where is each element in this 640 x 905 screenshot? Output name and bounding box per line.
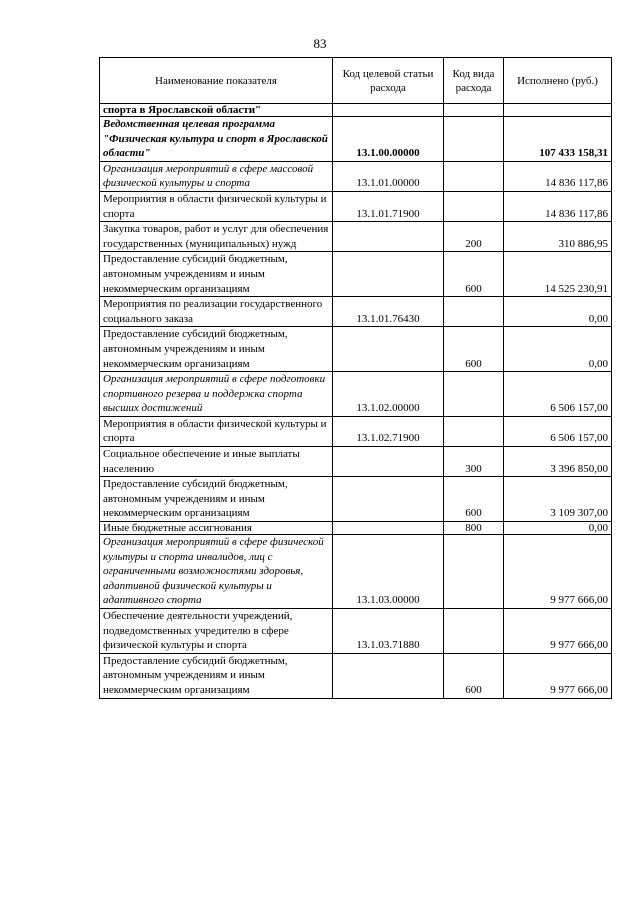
row-type	[444, 297, 504, 327]
table-row	[100, 653, 612, 698]
row-sum	[504, 104, 612, 117]
row-code: 13.1.03.00000	[333, 535, 444, 609]
header-sum: Исполнено (руб.)	[504, 58, 612, 104]
expenditure-table	[99, 57, 612, 699]
row-name: Закупка товаров, работ и услуг для обеспечения государственных (муниципальных) нужд	[100, 222, 333, 252]
row-sum: 3 109 307,00	[504, 477, 612, 522]
row-sum: 6 506 157,00	[504, 416, 612, 446]
header-code: Код целевой статьи расхода	[333, 58, 444, 104]
row-name: Предоставление субсидий бюджетным, автономным учреждениям и иным некоммерческим организациям	[100, 252, 333, 297]
row-type: 300	[444, 447, 504, 477]
header-name: Наименование показателя	[100, 58, 333, 104]
row-sum: 310 886,95	[504, 222, 612, 252]
row-name: Иные бюджетные ассигнования	[100, 522, 333, 535]
table-row	[100, 191, 612, 221]
table-row	[100, 161, 612, 191]
row-type	[444, 161, 504, 191]
table-row	[100, 327, 612, 372]
row-sum: 9 977 666,00	[504, 535, 612, 609]
row-name: Ведомственная целевая программа "Физическая культура и спорт в Ярославской области"	[100, 117, 333, 162]
row-type: 600	[444, 477, 504, 522]
row-sum: 14 525 230,91	[504, 252, 612, 297]
row-code: 13.1.01.00000	[333, 161, 444, 191]
row-sum: 0,00	[504, 297, 612, 327]
row-type: 200	[444, 222, 504, 252]
row-code	[333, 104, 444, 117]
row-code	[333, 447, 444, 477]
row-name: Обеспечение деятельности учреждений, подведомственных учредителю в сфере физической культуры и спорта	[100, 609, 333, 654]
row-name: спорта в Ярославской области"	[100, 104, 333, 117]
row-code: 13.1.02.71900	[333, 416, 444, 446]
table-row	[100, 447, 612, 477]
row-name: Мероприятия в области физической культуры и спорта	[100, 416, 333, 446]
row-code: 13.1.02.00000	[333, 372, 444, 417]
row-type	[444, 416, 504, 446]
row-type: 600	[444, 327, 504, 372]
row-type	[444, 609, 504, 654]
row-name: Мероприятия в области физической культуры и спорта	[100, 191, 333, 221]
row-code	[333, 653, 444, 698]
row-code: 13.1.00.00000	[333, 117, 444, 162]
row-code: 13.1.01.71900	[333, 191, 444, 221]
table-row	[100, 297, 612, 327]
row-code: 13.1.01.76430	[333, 297, 444, 327]
table-header-row	[100, 58, 612, 104]
row-name: Мероприятия по реализации государственного социального заказа	[100, 297, 333, 327]
table-row	[100, 522, 612, 535]
row-sum: 9 977 666,00	[504, 609, 612, 654]
row-sum: 107 433 158,31	[504, 117, 612, 162]
row-sum: 0,00	[504, 327, 612, 372]
row-sum: 6 506 157,00	[504, 372, 612, 417]
row-sum: 14 836 117,86	[504, 191, 612, 221]
table-row	[100, 477, 612, 522]
row-name: Предоставление субсидий бюджетным, автономным учреждениям и иным некоммерческим организациям	[100, 327, 333, 372]
row-code	[333, 477, 444, 522]
row-code	[333, 327, 444, 372]
row-name: Предоставление субсидий бюджетным, автономным учреждениям и иным некоммерческим организациям	[100, 653, 333, 698]
table-row	[100, 104, 612, 117]
row-name: Организация мероприятий в сфере массовой физической культуры и спорта	[100, 161, 333, 191]
row-code	[333, 222, 444, 252]
row-name: Организация мероприятий в сфере подготовки спортивного резерва и поддержка спорта высших достижений	[100, 372, 333, 417]
row-name: Предоставление субсидий бюджетным, автономным учреждениям и иным некоммерческим организациям	[100, 477, 333, 522]
row-sum: 9 977 666,00	[504, 653, 612, 698]
row-sum: 3 396 850,00	[504, 447, 612, 477]
row-type	[444, 191, 504, 221]
row-type	[444, 104, 504, 117]
table-row	[100, 416, 612, 446]
row-type	[444, 117, 504, 162]
row-type	[444, 372, 504, 417]
table-row	[100, 535, 612, 609]
row-name: Организация мероприятий в сфере физической культуры и спорта инвалидов, лиц с ограниченными возможностями здоровья, адаптивной физической культуры и адаптивного спорта	[100, 535, 333, 609]
row-sum: 14 836 117,86	[504, 161, 612, 191]
row-type: 600	[444, 252, 504, 297]
row-type	[444, 535, 504, 609]
row-code	[333, 252, 444, 297]
table-row	[100, 372, 612, 417]
row-sum: 0,00	[504, 522, 612, 535]
table-row	[100, 222, 612, 252]
row-type: 600	[444, 653, 504, 698]
row-code: 13.1.03.71880	[333, 609, 444, 654]
table-row	[100, 117, 612, 162]
page-number: 83	[313, 36, 327, 51]
row-name: Социальное обеспечение и иные выплаты населению	[100, 447, 333, 477]
header-type: Код вида расхода	[444, 58, 504, 104]
row-code	[333, 522, 444, 535]
table-row	[100, 252, 612, 297]
row-type: 800	[444, 522, 504, 535]
table-row	[100, 609, 612, 654]
